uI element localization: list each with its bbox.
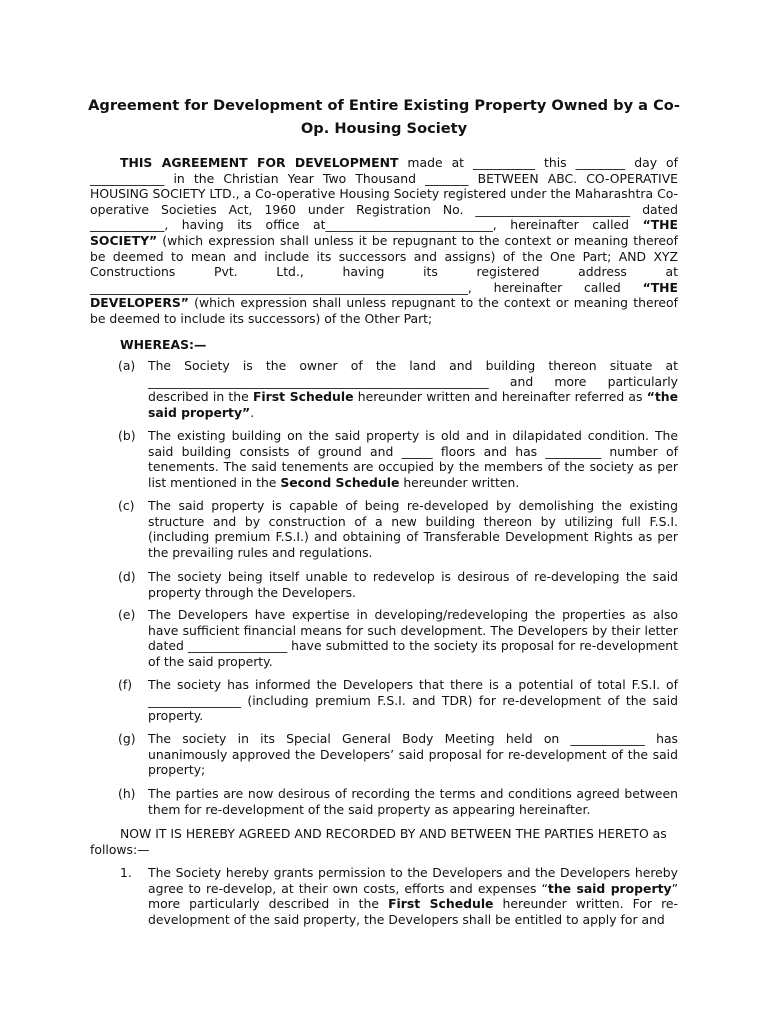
recital-text: The said property is capable of being re-developed by demolishing the existing structure and by construction of a new building thereon by utilizing full F.S.I. (including premium F.S.I.) and obtaining of Transferable Development Rights as per the prevailing rules and regulations. (148, 498, 678, 560)
document-title: Agreement for Development of Entire Existing Property Owned by a Co-Op. Housing Society (88, 97, 680, 137)
operative-heading: NOW IT IS HEREBY AGREED AND RECORDED BY AND BETWEEN THE PARTIES HERETO as follows:— (90, 826, 667, 857)
recital-label: (a) (118, 358, 136, 373)
recital-label: (c) (118, 498, 135, 513)
recital-text: The parties are now desirous of recording the terms and conditions agreed between them for re-development of the said property as appearing hereinafter. (148, 786, 678, 817)
recital-h (118, 786, 678, 817)
recital-b (118, 428, 678, 490)
recital-label: (d) (118, 569, 136, 584)
intro-text-2: (which expression shall unless it be repugnant to the context or meaning thereof be deemed to mean and include its successors and assigns) of the One Part; AND XYZ Constructions Pvt. Ltd., having its registered address at _____________________________________________________________, hereinafter called (90, 232, 678, 295)
intro-paragraph (90, 155, 678, 327)
recital-d (118, 569, 678, 600)
clause-text: The Society hereby grants permission to the Developers and the Developers hereby agree to re-develop, at their own costs, efforts and expenses “the said property” more particularly described in the First Schedule hereunder written. For re-development of the said property, the Developers shall be entitled to apply for and (148, 865, 678, 927)
clause-1 (120, 865, 678, 927)
intro-text-3: (which expression shall unless repugnant to the context or meaning thereof be deemed to include its successors) of the Other Part; (90, 295, 678, 326)
intro-lead: THIS AGREEMENT FOR DEVELOPMENT (120, 155, 399, 170)
recital-e (118, 607, 678, 669)
clause-label: 1. (120, 865, 132, 880)
recital-text: The Society is the owner of the land and building thereon situate at _______________________________________________________ and more particularly described in the First Schedule hereunder written and hereinafter referred as “the said property”. (148, 358, 678, 420)
recital-g (118, 731, 678, 778)
intro-text-1: made at __________ this ________ day of ____________ in the Christian Year Two Thousand _______ BETWEEN ABC. CO-OPERATIVE HOUSING SOCIETY LTD., a Co-operative Housing Society registered under the Maharashtra Co-operative Societies Act, 1960 under Registration No. _________________________ dated ____________, having its office at___________________________, hereinafter called (90, 155, 678, 233)
recital-text: The society has informed the Developers that there is a potential of total F.S.I. of _______________ (including premium F.S.I. and TDR) for re-development of the said property. (148, 677, 678, 724)
recital-f (118, 677, 678, 724)
recital-a (118, 358, 678, 420)
recital-c (118, 498, 678, 560)
recital-label: (f) (118, 677, 133, 692)
recital-label: (b) (118, 428, 136, 443)
recital-label: (e) (118, 607, 136, 622)
developers-term: “THE DEVELOPERS” (90, 279, 678, 311)
recital-label: (h) (118, 786, 136, 801)
society-term: “THE SOCIETY” (90, 217, 678, 248)
whereas-heading: WHEREAS:— (120, 337, 207, 352)
recital-text: The Developers have expertise in developing/redeveloping the properties as also have sufficient financial means for such development. The Developers by their letter dated ________________ have submitted to the society its proposal for re-development of the said property. (148, 607, 678, 669)
recital-text: The society being itself unable to redevelop is desirous of re-developing the said property through the Developers. (148, 569, 678, 600)
recital-label: (g) (118, 731, 136, 746)
recital-text: The society in its Special General Body Meeting held on ____________ has unanimously approved the Developers’ said proposal for re-development of the said property; (148, 731, 678, 778)
recital-text: The existing building on the said property is old and in dilapidated condition. The said building consists of ground and _____ floors and has _________ number of tenements. The said tenements are occupied by the members of the society as per list mentioned in the Second Schedule hereunder written. (148, 428, 678, 490)
